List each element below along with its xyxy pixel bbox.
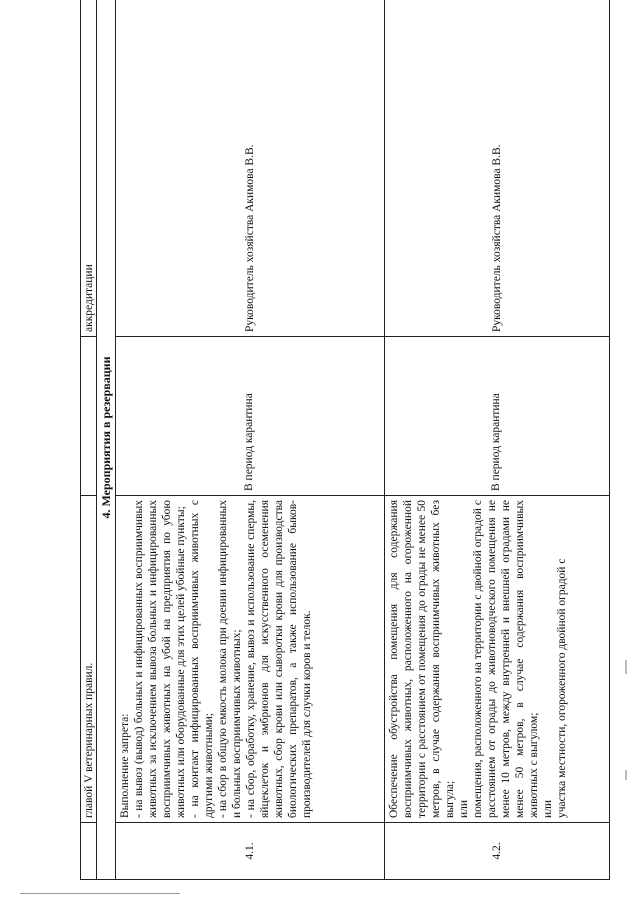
table-row: [385, 0, 610, 880]
measure-line: участка местности, огороженного двойной оградой с: [556, 558, 568, 818]
measure-line: Обеспечение обустройства помещения для содержания восприимчивых животных, расположенного на огороженной территории с расстоянием от помещения до ограды не менее 50 метров, в случае содержания восприимчивых животных без выгула;: [388, 500, 456, 818]
rotated-page: [80, 30, 600, 880]
top-left-cell: главой V ветеринарных правил.: [81, 496, 97, 823]
measure-line: помещения, расположенного на территории с двойной оградой с расстоянием от ограды до животноводческого помещения не менее 10 метров, между внутренней и внешней оградами не менее 50 метров, в случае содержания восприимчивых животных с выгулом;: [472, 500, 540, 818]
responsible-cell: Руководитель хозяйства Акимова В.В.: [116, 0, 385, 337]
measure-text: [116, 496, 385, 823]
measure-line: - на вывоз (вывод) больных и инфицированных восприимчивых животных за исключением вывоза больных и инфицированных восприимчивых животных на убой на предприятия по убою животных или оборудованные для этих целей убойные пункты;: [133, 500, 187, 818]
measure-line: - на сбор в общую емкость молока при доении инфицированных и больных восприимчивых животных;: [217, 500, 243, 818]
measure-line: - на сбор, обработку, хранение, вывоз и использование спермы, яйцеклеток и эмбрионов для искусственного осеменения животных, сбор крови или сыворотки крови для производства биологических препаратов, а также использование быков-производителей для случки коров и телок.: [245, 500, 313, 818]
table-row: [81, 0, 97, 880]
top-right-cell: аккредитации: [81, 0, 97, 337]
section-row: [97, 0, 116, 880]
table-row: [116, 0, 385, 880]
empty-cell: [81, 337, 97, 496]
section-title: 4. Мероприятия в резервации: [97, 0, 116, 880]
measure-line: или: [458, 799, 470, 818]
measure-line: - на контакт инфицированных восприимчивых животных с другими животными;: [189, 500, 215, 818]
scan-edge-line: [20, 893, 180, 894]
empty-cell: [81, 823, 97, 880]
scan-mark: [625, 770, 627, 780]
measures-table: [80, 0, 610, 880]
scan-mark: [625, 660, 627, 674]
row-number: 4.2.: [385, 823, 610, 880]
period-cell: В период карантина: [116, 337, 385, 496]
row-number: 4.1.: [116, 823, 385, 880]
responsible-cell: Руководитель хозяйства Акимова В.В.: [385, 0, 610, 337]
measure-line: Выполнение запрета:: [119, 713, 131, 818]
measure-line: или: [542, 799, 554, 818]
period-cell: В период карантина: [385, 337, 610, 496]
measure-text: [385, 496, 610, 823]
